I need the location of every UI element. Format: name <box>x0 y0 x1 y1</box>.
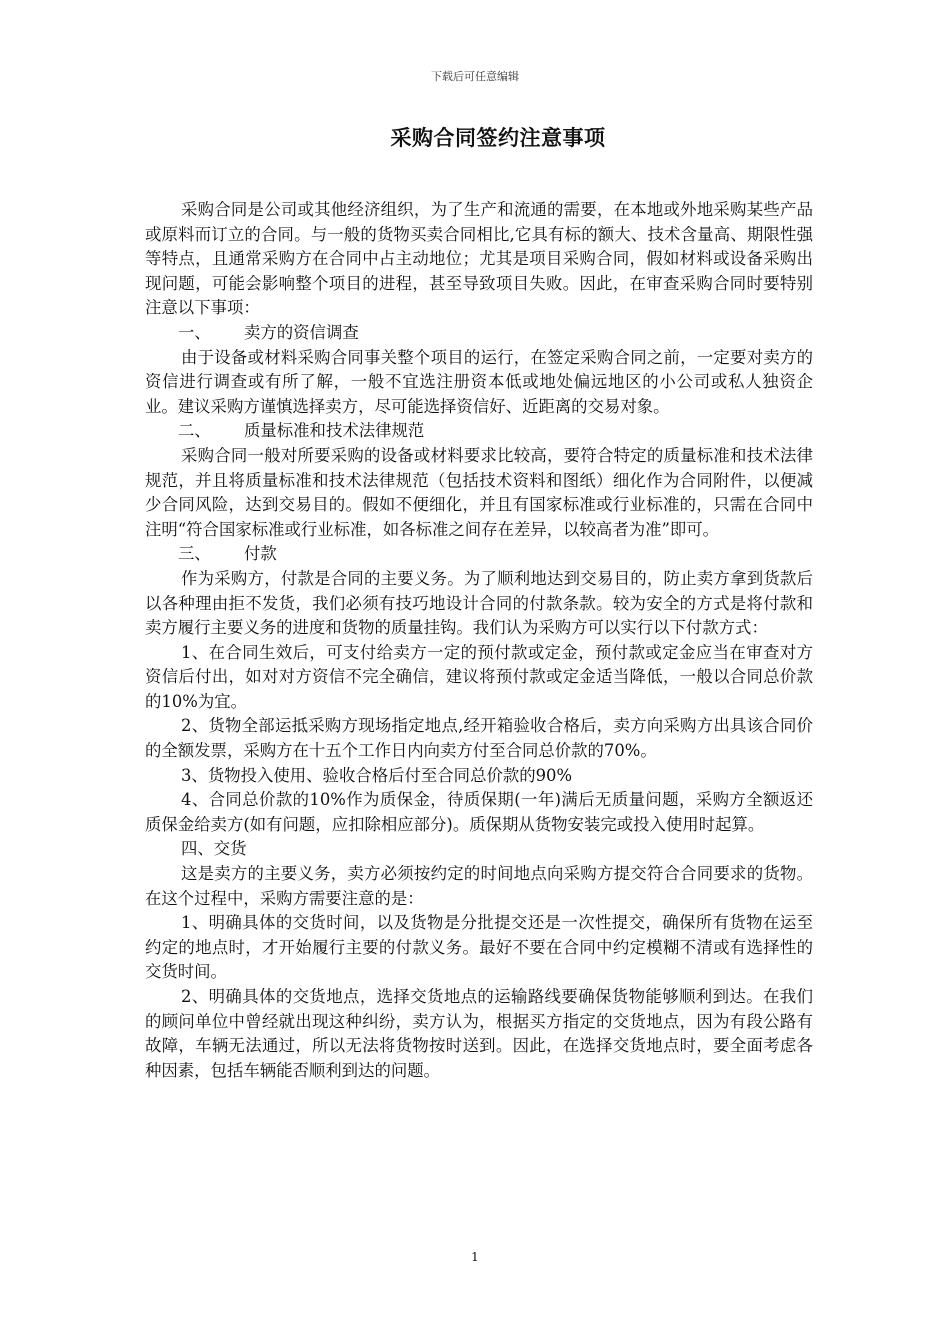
paragraph: 2、货物全部运抵采购方现场指定地点,经开箱验收合格后，卖方向采购方出具该合同价的全额发票，采购方在十五个工作日内向卖方付至合同总价款的70%。 <box>145 716 813 761</box>
section-title: 卖方的资信调查 <box>244 322 359 342</box>
section-heading <box>145 321 813 346</box>
section-title: 质量标准和技术法律规范 <box>244 421 425 441</box>
section-heading <box>145 542 813 567</box>
paragraph: 4、合同总价款的10%作为质保金，待质保期(一年)满后无质量问题，采购方全额返还质保金给卖方(如有问题，应扣除相应部分)。质保期从货物安装完或投入使用时起算。 <box>145 790 813 834</box>
paragraph: 1、在合同生效后，可支付给卖方一定的预付款或定金，预付款或定金应当在审查对方资信后付出，如对对方资信不完全确信，建议将预付款或定金适当降低，一般以合同总价款的10%为宜。 <box>145 642 813 711</box>
section-number: 一、 <box>178 322 211 342</box>
paragraph: 2、明确具体的交货地点，选择交货地点的运输路线要确保货物能够顺利到达。在我们的顾问单位中曾经就出现这种纠纷，卖方认为，根据买方指定的交货地点，因为有段公路有故障，车辆无法通过，所以无法将货物按时送到。因此，在选择交货地点时，要全面考虑各种因素，包括车辆能否顺利到达的问题。 <box>145 987 813 1080</box>
document-body <box>145 198 813 1083</box>
page-number: 1 <box>471 1250 479 1264</box>
paragraph: 3、货物投入使用、验收合格后付至合同总价款的90% <box>181 765 573 785</box>
section-number: 三、 <box>178 544 211 564</box>
paragraph: 1、明确具体的交货时间，以及货物是分批提交还是一次性提交，确保所有货物在运至约定的地点时，才开始履行主要的付款义务。最好不要在合同中约定模糊不清或有选择性的交货时间。 <box>145 913 813 982</box>
paragraph: 四、交货 <box>181 839 247 859</box>
section-heading <box>145 419 813 444</box>
paragraph: 由于设备或材料采购合同事关整个项目的运行，在签定采购合同之前，一定要对卖方的资信进行调查或有所了解，一般不宜选注册资本低或地处偏远地区的小公司或私人独资企业。建议采购方谨慎选择卖方，尽可能选择资信好、近距离的交易对象。 <box>145 347 813 416</box>
section-number: 二、 <box>178 421 211 441</box>
paragraph: 这是卖方的主要义务，卖方必须按约定的时间地点向采购方提交符合合同要求的货物。在这个过程中，采购方需要注意的是： <box>145 864 813 908</box>
header-note: 下载后可任意编辑 <box>431 70 519 83</box>
paragraph: 采购合同一般对所要采购的设备或材料要求比较高，要符合特定的质量标准和技术法律规范，并且将质量标准和技术法律规范（包括技术资料和图纸）细化作为合同附件，以便减少合同风险，达到交易目的。假如不便细化，并且有国家标准或行业标准的，只需在合同中注明“符合国家标准或行业标准，如各标准之间存在差异，以较高者为准”即可。 <box>145 445 813 539</box>
document-title: 采购合同签约注意事项 <box>390 125 606 150</box>
paragraph: 作为采购方，付款是合同的主要义务。为了顺利地达到交易目的，防止卖方拿到货款后以各种理由拒不发货，我们必须有技巧地设计合同的付款条款。较为安全的方式是将付款和卖方履行主要义务的进度和货物的质量挂钩。我们认为采购方可以实行以下付款方式： <box>145 568 813 638</box>
paragraph: 采购合同是公司或其他经济组织，为了生产和流通的需要，在本地或外地采购某些产品或原料而订立的合同。与一般的货物买卖合同相比,它具有标的额大、技术含量高、期限性强等特点，且通常采购方在合同中占主动地位；尤其是项目采购合同，假如材料或设备采购出现问题，可能会影响整个项目的进程，甚至导致项目失败。因此，在审查采购合同时要特别注意以下事项： <box>145 200 813 318</box>
section-title: 付款 <box>244 544 277 564</box>
